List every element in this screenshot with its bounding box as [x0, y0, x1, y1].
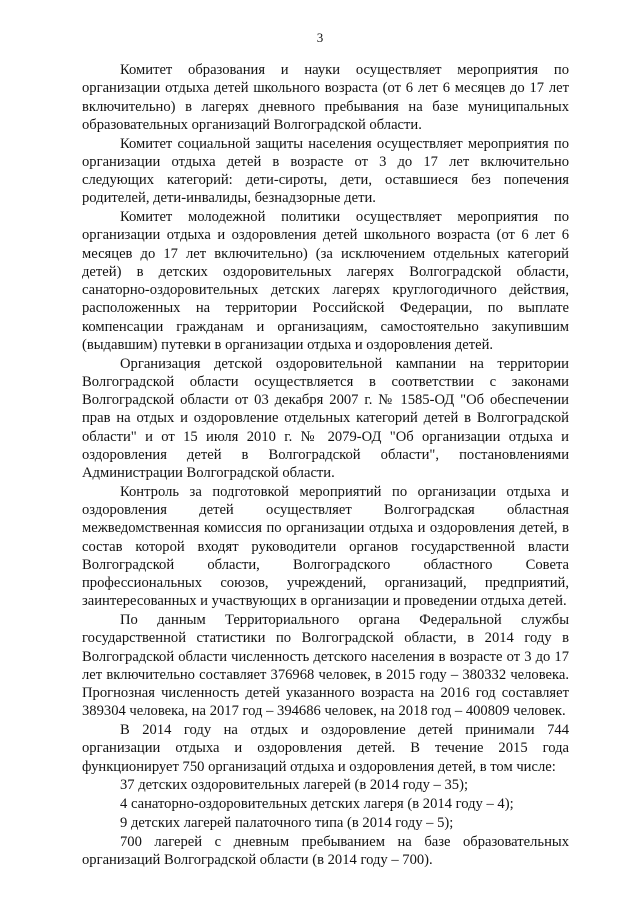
paragraph-legal-basis: Организация детской оздоровительной кампании на территории Волгоградской области осуществляется в соответствии с законами Волгоградской области от 03 декабря 2007 г. № 1585-ОД "Об обеспечении прав на отдых и оздоровление отдельных категорий детей в Волгоградской области" и от 15 июля 2010 г. № 2079-ОД "Об организации отдыха и оздоровления детей в Волгоградской области", постановлениями Администрации Волгоградской области. [82, 355, 569, 481]
list-item-tent-camps: 9 детских лагерей палаточного типа (в 2014 году – 5); [120, 814, 454, 831]
paragraph-organizations-count: В 2014 году на отдых и оздоровление детей принимали 744 организации отдыха и оздоровления детей. В течение 2015 года функционирует 750 организаций отдыха и оздоровления детей, в том числе: [82, 722, 569, 775]
list-item-health-camps: 37 детских оздоровительных лагерей (в 2014 году – 35); [120, 777, 469, 794]
paragraph-social-protection-committee: Комитет социальной защиты населения осуществляет мероприятия по организации отдыха детей в возрасте от 3 до 17 лет включительно следующих категорий: дети-сироты, дети, оставшиеся без попечения родителей, дети-инвалиды, безнадзорные дети. [82, 135, 569, 207]
list-item-sanatorium-camps: 4 санаторно-оздоровительных детских лагеря (в 2014 году – 4); [120, 796, 514, 812]
paragraph-control-commission: Контроль за подготовкой мероприятий по организации отдыха и оздоровления детей осуществляет Волгоградская областная межведомственная комиссия по организации отдыха и оздоровления детей, в состав которой входят руководители органов государственной власти Волгоградской области, Волгоградского областного Совета профессиональных союзов, учреждений, организаций, предприятий, заинтересованных и участвующих в организации и проведении отдыха детей. [82, 483, 569, 610]
paragraph-youth-policy-committee: Комитет молодежной политики осуществляет мероприятия по организации отдыха и оздоровления детей школьного возраста (от 6 лет 6 месяцев до 17 лет включительно) (за исключением отдельных категорий детей) в детских оздоровительных лагерях Волгоградской области, санаторно-оздоровительных детских лагерях круглогодичного действия, расположенных на территории Российской Федерации, по выплате компенсации гражданам и организациям, самостоятельно закупившим (выдавшим) путевки в организации отдыха и оздоровления детей. [82, 209, 569, 353]
list-item-day-camps: 700 лагерей с дневным пребыванием на базе образовательных организаций Волгоградской области (в 2014 году – 700). [82, 833, 569, 868]
document-body [82, 61, 569, 869]
page-number: 3 [316, 30, 324, 45]
paragraph-education-committee: Комитет образования и науки осуществляет мероприятия по организации отдыха детей школьного возраста (от 6 лет 6 месяцев до 17 лет включительно) в лагерях дневного пребывания на базе муниципальных образовательных организаций Волгоградской области. [82, 62, 569, 133]
paragraph-statistics: По данным Территориального органа Федеральной службы государственной статистики по Волгоградской области, в 2014 году в Волгоградской области численность детского населения в возрасте от 3 до 17 лет включительно составляет 376968 человек, в 2015 году – 380332 человека. Прогнозная численность детей указанного возраста на 2016 год составляет 389304 человека, на 2017 год – 394686 человек, на 2018 год – 400809 человек. [82, 612, 569, 720]
